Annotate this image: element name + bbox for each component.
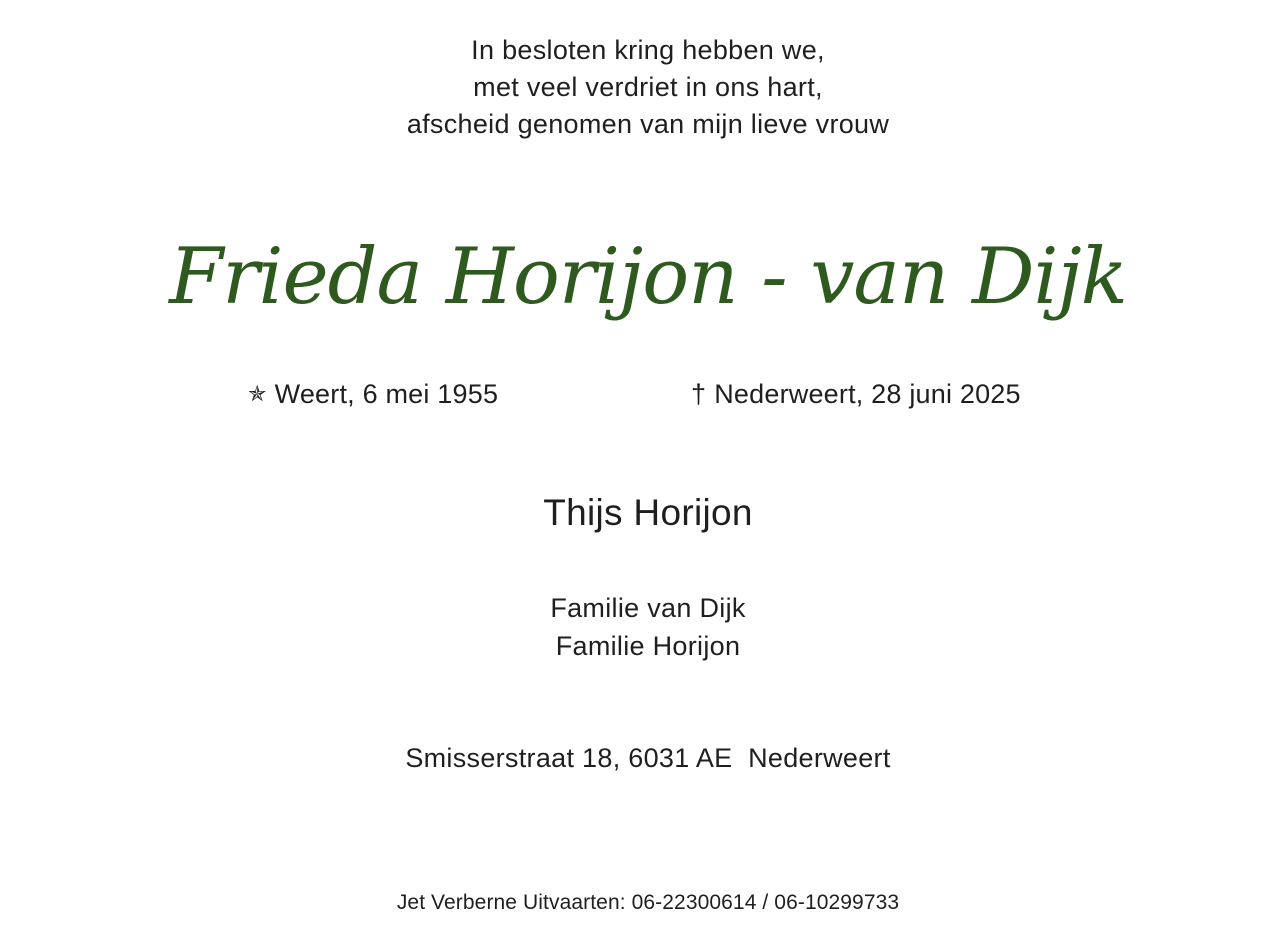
- death-info: [691, 374, 1021, 414]
- dagger-cross-icon: †: [691, 379, 707, 409]
- intro-line-2: met veel verdriet in ons hart,: [473, 72, 823, 102]
- deceased-name: Frieda Horijon - van Dijk: [169, 232, 1127, 322]
- family-list: [0, 589, 1284, 665]
- family-item: Familie van Dijk: [550, 593, 746, 623]
- birth-text: Weert, 6 mei 1955: [274, 379, 499, 409]
- address-line: Smisserstraat 18, 6031 AE Nederweert: [405, 743, 891, 773]
- undertaker-contact: Jet Verberne Uitvaarten: 06-22300614 / 06-10299733: [396, 891, 900, 914]
- intro-line-3: afscheid genomen van mijn lieve vrouw: [406, 109, 890, 139]
- intro-line-1: In besloten kring hebben we,: [471, 35, 825, 65]
- intro-text: [0, 32, 1284, 143]
- death-text: Nederweert, 28 juni 2025: [714, 379, 1021, 409]
- partner-name: Thijs Horijon: [543, 492, 753, 533]
- star-icon: ✯: [248, 381, 267, 406]
- family-item: Familie Horijon: [555, 631, 741, 661]
- birth-info: [248, 374, 498, 416]
